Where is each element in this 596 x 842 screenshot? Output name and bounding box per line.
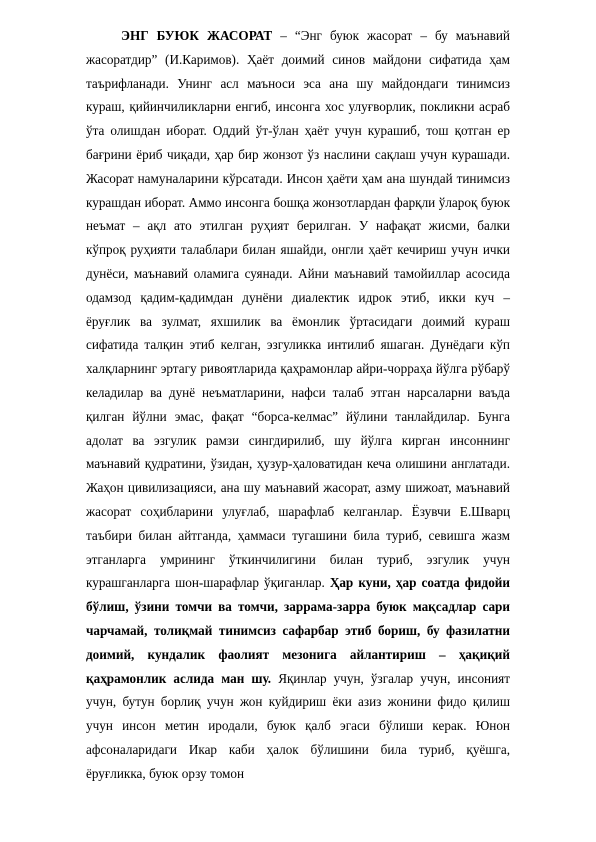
document-page: [86, 24, 510, 786]
body-paragraph: [86, 24, 510, 786]
paragraph-text-continued: Яқинлар учун, ўзгалар учун, инсоният учун, бутун борлиқ учун жон куйдириш ёки азиз жонини фидо қилиш учун инсон метин иродали, буюк қалб эгаси бўлиши керак. Юнон афсоналаридаги Икар каби ҳалок бўлишини била туриб, қуёшга, ёруғликка, буюк орзу томон: [86, 670, 511, 781]
emphasized-text: Ҳар куни, ҳар соатда фидойи бўлиш, ўзини томчи ва томчи, заррама-зарра буюк мақсадлар сари чарчамай, толиқмай тинимсиз сафарбар этиб бориш, бу фазилатни доимий, кундалик фаолият мезонига айлантириш – ҳақиқий қаҳрамонлик аслида ман шу.: [86, 575, 510, 686]
heading-term: ЭНГ БУЮК ЖАСОРАТ: [121, 28, 273, 43]
paragraph-text: – “Энг буюк жасорат – бу маънавий жасоратдир” (И.Каримов). Ҳаёт доимий синов майдони сифатида ҳам таърифланади. Унинг асл маъноси эса ана шу майдондаги тинимсиз кураш, қийинчиликларни енгиб, инсонга хос улуғворлик, покликни асраб ўта олишдан иборат. Оддий ўт-ўлан ҳаёт учун курашиб, тош қотган ер бағрини ёриб чиқади, ҳар бир жонзот ўз наслини сақлаш учун курашади. Жасорат намуналарини кўрсатади. Инсон ҳаёти ҳам ана шундай тинимсиз курашдан иборат. Аммо инсонга бошқа жонзотлардан фарқли ўлароқ буюк неъмат – ақл ато этилган руҳият берилган. У нафақат жисми, балки кўпроқ руҳияти талаблари билан яшайди, онгли ҳаёт кечириш учун ички дунёси, маънавий оламига суянади. Айни маънавий тамойиллар асосида одамзод қадим-қадимдан дунёни диалектик идрок этиб, икки куч – ёруғлик ва зулмат, яхшилик ва ёмонлик ўртасидаги доимий кураш сифатида талқин этиб келган, эзгуликка интилиб яшаган. Дунёдаги кўп халқларнинг эртагу ривоятларида қаҳрамонлар айри-чорраҳа йўлга рўбарў келадилар ва дунё неъматларини, нафси талаб этган нарсаларни ваъда қилган йўлни эмас, фақат “борса-келмас” йўлини танлайдилар. Бунга адолат ва эзгулик рамзи сингдирилиб, шу йўлга кирган инсоннинг маънавий қудратини, ўзидан, ҳузур-ҳаловатидан кеча олишини англатади. Жаҳон цивилизацияси, ана шу маънавий жасорат, азму шижоат, маънавий жасорат соҳибларини улуғлаб, шарафлаб келганлар. Ёзувчи Е.Шварц таъбири билан айтганда, ҳаммаси тугашини била туриб, севишга жазм этганларга умрининг ўткинчилигини билан туриб, эзгулик учун курашганларга шон-шарафлар ўқиганлар.: [86, 28, 510, 591]
